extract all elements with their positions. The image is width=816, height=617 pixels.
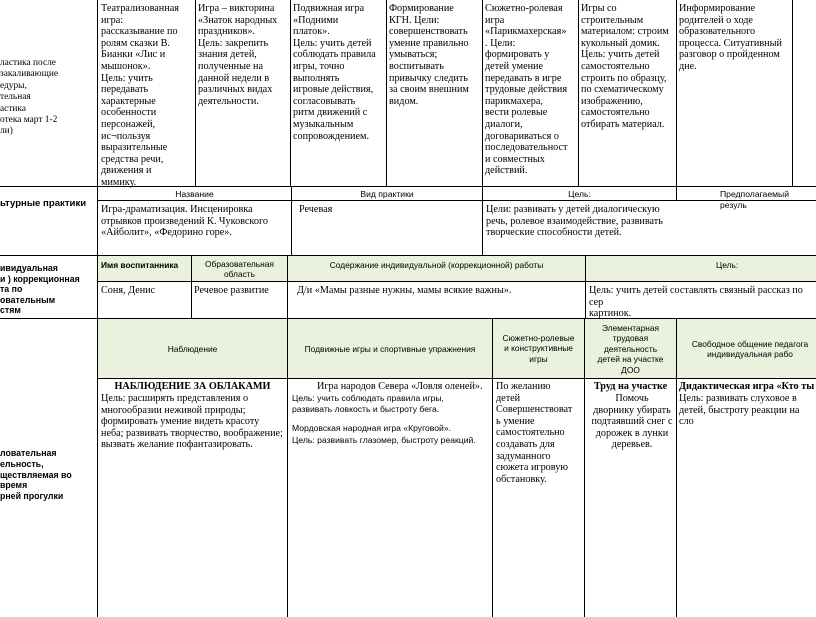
row2-left-label: ьтурные практики xyxy=(0,198,87,209)
row3-header-goal: Цель: xyxy=(716,260,739,270)
mobile-game1-title: Игра народов Севера «Ловля оленей». xyxy=(317,381,483,392)
observe-title: НАБЛЮДЕНИЕ ЗА ОБЛАКАМИ xyxy=(114,381,271,392)
mobile-game2-title: Мордовская народная игра «Круговой». xyxy=(292,423,452,433)
row1-col4-text: Формирование КГН. Цели: совершенствовать умение правильно умываться; воспитывать привычку следить за своим внешним видом. xyxy=(389,3,469,107)
row2-practice-type: Речевая xyxy=(299,204,333,215)
observe-text: Цель: расширять представления о многообразии неживой природы; формировать умение видеть красоту неба; развивать творчество, воображение; вызвать желание пофантазировать. xyxy=(101,393,283,451)
row2-header-type: Вид практики xyxy=(360,189,414,199)
row2-practice-goal: Цели: развивать у детей диалогическую речь, ролевое взаимодействие, развивать творческие способности детей. xyxy=(486,204,663,239)
row3-header-child: Имя воспитанника xyxy=(101,260,179,270)
row4-header-labor: Элементарная трудовая деятельность детей на участке ДОО xyxy=(597,323,664,375)
labor-title: Труд на участке xyxy=(593,381,668,392)
roleplay-text: По желанию детей Совершенствоват ь умение самостоятельно создавать для задуманного сюжета игровую обстановку. xyxy=(496,381,573,485)
mobile-game1-text: Цель: учить соблюдать правила игры, развивать ловкость и быстроту бега. xyxy=(292,393,444,415)
row3-header-content: Содержание индивидуальной (коррекционной) работы xyxy=(329,260,544,270)
row3-work-content: Д/и «Мамы разные нужны, мамы всякие важны». xyxy=(297,285,512,296)
row3-left-label: ивидуальная и ) коррекционная та по овательным стям xyxy=(0,263,80,316)
row4-header-observe: Наблюдение xyxy=(167,344,218,354)
row1-col7-text: Информирование родителей о ходе образовательного процесса. Ситуативный разговор о пройденном дне. xyxy=(679,3,782,72)
free-text: Цель: развивать слуховое в детей, быстроту реакции на сло xyxy=(679,393,800,428)
row1-col5-text: Сюжетно-ролевая игра «Парикмахерская» . Цели: формировать у детей умение передавать в игре трудовые действия парикмахера, вести ролевые диалоги, договариваться о последовательност и совместных действий. xyxy=(485,3,568,177)
row1-left-label: ластика после закаливающие едуры, тельная астика отека март 1-2 ли) xyxy=(0,58,59,137)
row1-col2-text: Игра – викторина «Знаток народных праздников». Цель: закрепить знания детей, полученные на данной недели в различных видах деятельности. xyxy=(198,3,278,107)
row3-header-area: Образовательная область xyxy=(205,259,274,279)
row2-header-name: Название xyxy=(175,189,214,199)
row1-col3-text: Подвижная игра «Подними платок». Цель: учить детей соблюдать правила игры, точно выполнять игровые действия, согласовывать ритм движений с музыкальным сопровождением. xyxy=(293,3,376,142)
labor-text: Помочь дворнику убирать подтаявший снег с дорожек в лунки деревьев. xyxy=(591,393,673,451)
row4-left-label: ловательная ельность, ществляемая во время рней прогулки xyxy=(0,448,72,502)
row3-child-name: Соня, Денис xyxy=(101,285,156,296)
row2-practice-name: Игра-драматизация. Инсценировка отрывков произведений К. Чуковского «Айболит», «Федорино горе». xyxy=(101,204,268,239)
row2-header-goal: Цель: xyxy=(568,189,591,199)
row1-col1-text: Театрализованная игра: рассказывание по ролям сказки В. Бианки «Лис и мышонок». Цель: учить передавать характерные особенности персонажей, ис¬пользуя выразительные средства речи, движения и мимику. xyxy=(101,3,179,188)
row1-col6-text: Игры со строительным материалом: строим кукольный домик. Цель: учить детей самостоятельно строить по образцу, по схематическому изображению, самостоятельно отбирать материал. xyxy=(581,3,669,130)
row4-header-roleplay: Сюжетно-ролевые и конструктивные игры xyxy=(502,333,575,364)
row4-header-mobile: Подвижные игры и спортивные упражнения xyxy=(304,344,476,354)
row2-header-result: Предполагаемый резуль xyxy=(720,189,789,210)
row3-goal-text: Цель: учить детей составлять связный рассказ по сер картинок. xyxy=(589,285,803,320)
mobile-game2-text: Цель: развивать глазомер, быстроту реакций. xyxy=(292,435,476,445)
row4-header-free: Свободное общение педагога индивидуальная рабо xyxy=(691,339,809,360)
free-title: Дидактическая игра «Кто ты xyxy=(679,381,815,392)
row3-edu-area: Речевое развитие xyxy=(194,285,269,296)
